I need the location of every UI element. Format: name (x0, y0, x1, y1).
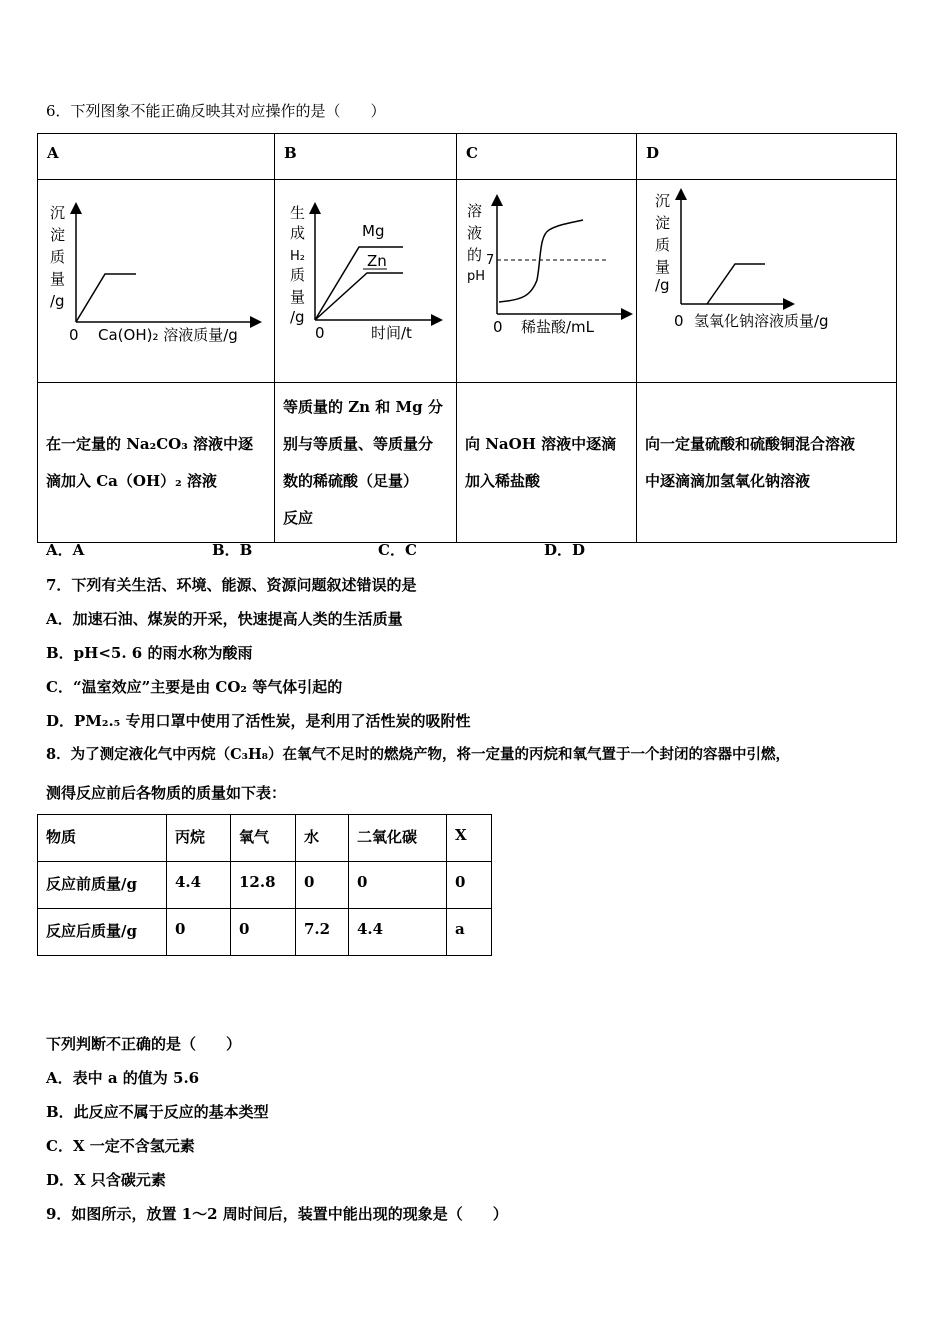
graph-c-ylabel-3: pH (467, 269, 486, 284)
graph-a-cell (38, 180, 275, 383)
q8-option-c[interactable]: C．X 一定不含氢元素 (46, 1137, 195, 1155)
desc-b-line-0: 等质量的 Zn 和 Mg 分 (283, 397, 443, 416)
q9-title: 9．如图所示，放置 1～2 周时间后，装置中能出现的现象是（ ） (46, 1205, 508, 1223)
graph-d (637, 180, 895, 378)
graph-b (275, 180, 455, 378)
q8-line1: 8．为了测定液化气中丙烷（C₃H₈）在氧气不足时的燃烧产物，将一定量的丙烷和氧气置于一个封闭的容器中引燃， (46, 746, 791, 763)
graph-b-xlabel: 时间/t (371, 324, 412, 342)
graph-b-line-zn: Zn (367, 252, 387, 270)
graph-b-ylabel-3: 质 (290, 266, 306, 284)
q6-header-c: C (457, 134, 637, 180)
graph-c-seven: 7 (486, 253, 495, 268)
graph-c-ylabel-0: 溶 (467, 202, 483, 220)
graph-a-ylabel-4: /g (50, 292, 65, 310)
q8-table (37, 814, 492, 956)
graph-b-ylabel-2: H₂ (290, 249, 305, 264)
q8-th-0: 物质 (38, 815, 167, 862)
q8-r0-c5: 0 (447, 862, 492, 909)
graph-d-origin: 0 (674, 312, 684, 330)
q6-title: 6．下列图象不能正确反映其对应操作的是（ ） (46, 102, 386, 120)
graph-d-ylabel-1: 淀 (655, 214, 671, 232)
q6-header-d: D (637, 134, 897, 180)
q8-th-2: 氧气 (231, 815, 296, 862)
desc-b-line-2: 数的稀硫酸（足量） (283, 471, 419, 490)
graph-a-xlabel: Ca(OH)₂ 溶液质量/g (98, 326, 238, 344)
q8-r1-c0: 反应后质量/g (38, 909, 167, 956)
q8-th-3: 水 (296, 815, 349, 862)
graph-a-ylabel-3: 量 (50, 270, 66, 288)
desc-a-line-1: 滴加入 Ca（OH）₂ 溶液 (46, 471, 217, 490)
desc-d (637, 383, 897, 543)
graph-d-ylabel-3: 量 (655, 258, 671, 276)
q6-table (37, 133, 897, 543)
desc-a-line-0: 在一定量的 Na₂CO₃ 溶液中逐 (46, 434, 254, 453)
q7-option-d[interactable]: D．PM₂.₅ 专用口罩中使用了活性炭，是利用了活性炭的吸附性 (46, 712, 471, 730)
graph-c-ylabel-2: 的 (467, 246, 483, 264)
q8-r0-c2: 12.8 (231, 862, 296, 909)
graph-b-ylabel-0: 生 (290, 204, 306, 222)
graph-a-ylabel-0: 沉 (50, 204, 66, 222)
graph-b-cell (275, 180, 457, 383)
graph-d-ylabel-2: 质 (655, 236, 671, 254)
desc-a (38, 383, 275, 543)
graph-c-curve (499, 220, 583, 302)
q8-option-a[interactable]: A．表中 a 的值为 5.6 (46, 1069, 200, 1087)
graph-a-ylabel-1: 淀 (50, 226, 66, 244)
desc-b-line-1: 别与等质量、等质量分 (283, 434, 434, 453)
q8-th-5: X (447, 815, 492, 862)
graph-a (38, 180, 274, 378)
table-row (38, 909, 492, 956)
q7-option-a[interactable]: A．加速石油、煤炭的开采，快速提高人类的生活质量 (46, 610, 403, 628)
graph-b-ylabel-4: 量 (290, 288, 306, 306)
q8-r1-c5: a (447, 909, 492, 956)
q8-th-4: 二氧化碳 (349, 815, 447, 862)
q6-option-c[interactable]: C．C (378, 541, 417, 559)
desc-d-line-0: 向一定量硫酸和硫酸铜混合溶液 (645, 434, 856, 453)
graph-d-curve (707, 264, 765, 304)
q8-r1-c2: 0 (231, 909, 296, 956)
graph-d-ylabel-0: 沉 (655, 192, 671, 210)
table-row (38, 862, 492, 909)
graph-b-line-mg: Mg (362, 222, 385, 240)
graph-c-cell (457, 180, 637, 383)
graph-a-curve (76, 274, 136, 322)
desc-b-line-3: 反应 (283, 508, 314, 527)
desc-c-line-1: 加入稀盐酸 (465, 471, 541, 490)
q8-option-b[interactable]: B．此反应不属于反应的基本类型 (46, 1103, 269, 1121)
q6-option-a[interactable]: A．A (46, 541, 85, 559)
q8-r0-c1: 4.4 (167, 862, 231, 909)
graph-c-origin: 0 (493, 318, 503, 336)
q7-title: 7．下列有关生活、环境、能源、资源问题叙述错误的是 (46, 576, 417, 594)
desc-c (457, 383, 637, 543)
desc-b (275, 383, 457, 543)
q8-r1-c4: 4.4 (349, 909, 447, 956)
graph-d-cell (637, 180, 897, 383)
q8-option-d[interactable]: D．X 只含碳元素 (46, 1171, 166, 1189)
graph-c-xlabel: 稀盐酸/mL (521, 318, 595, 336)
q8-th-1: 丙烷 (167, 815, 231, 862)
q6-option-b[interactable]: B．B (212, 541, 253, 559)
q7-option-c[interactable]: C．“温室效应”主要是由 CO₂ 等气体引起的 (46, 678, 343, 696)
q6-header-b: B (275, 134, 457, 180)
graph-c (457, 180, 635, 378)
q8-line2: 测得反应前后各物质的质量如下表： (46, 784, 287, 802)
graph-b-zn-curve (315, 273, 403, 320)
desc-c-line-0: 向 NaOH 溶液中逐滴 (465, 434, 617, 453)
q8-r0-c0: 反应前质量/g (38, 862, 167, 909)
graph-a-origin: 0 (69, 326, 79, 344)
q8-r0-c4: 0 (349, 862, 447, 909)
graph-b-ylabel-5: /g (290, 308, 305, 326)
graph-a-ylabel-2: 质 (50, 248, 66, 266)
graph-b-ylabel-1: 成 (290, 224, 306, 242)
graph-c-ylabel-1: 液 (467, 224, 483, 242)
q8-table-header (38, 815, 492, 862)
graph-d-ylabel-4: /g (655, 276, 670, 294)
q8-r1-c3: 7.2 (296, 909, 349, 956)
q6-header-a: A (38, 134, 275, 180)
graph-d-xlabel: 氢氧化钠溶液质量/g (694, 312, 829, 330)
q8-r1-c1: 0 (167, 909, 231, 956)
q6-options (46, 540, 710, 560)
graph-b-origin: 0 (315, 324, 325, 342)
desc-d-line-1: 中逐滴滴加氢氧化钠溶液 (645, 471, 811, 490)
q7-option-b[interactable]: B．pH<5. 6 的雨水称为酸雨 (46, 644, 253, 662)
q8-question: 下列判断不正确的是（ ） (46, 1035, 242, 1053)
q6-option-d[interactable]: D．D (544, 541, 586, 559)
q8-r0-c3: 0 (296, 862, 349, 909)
